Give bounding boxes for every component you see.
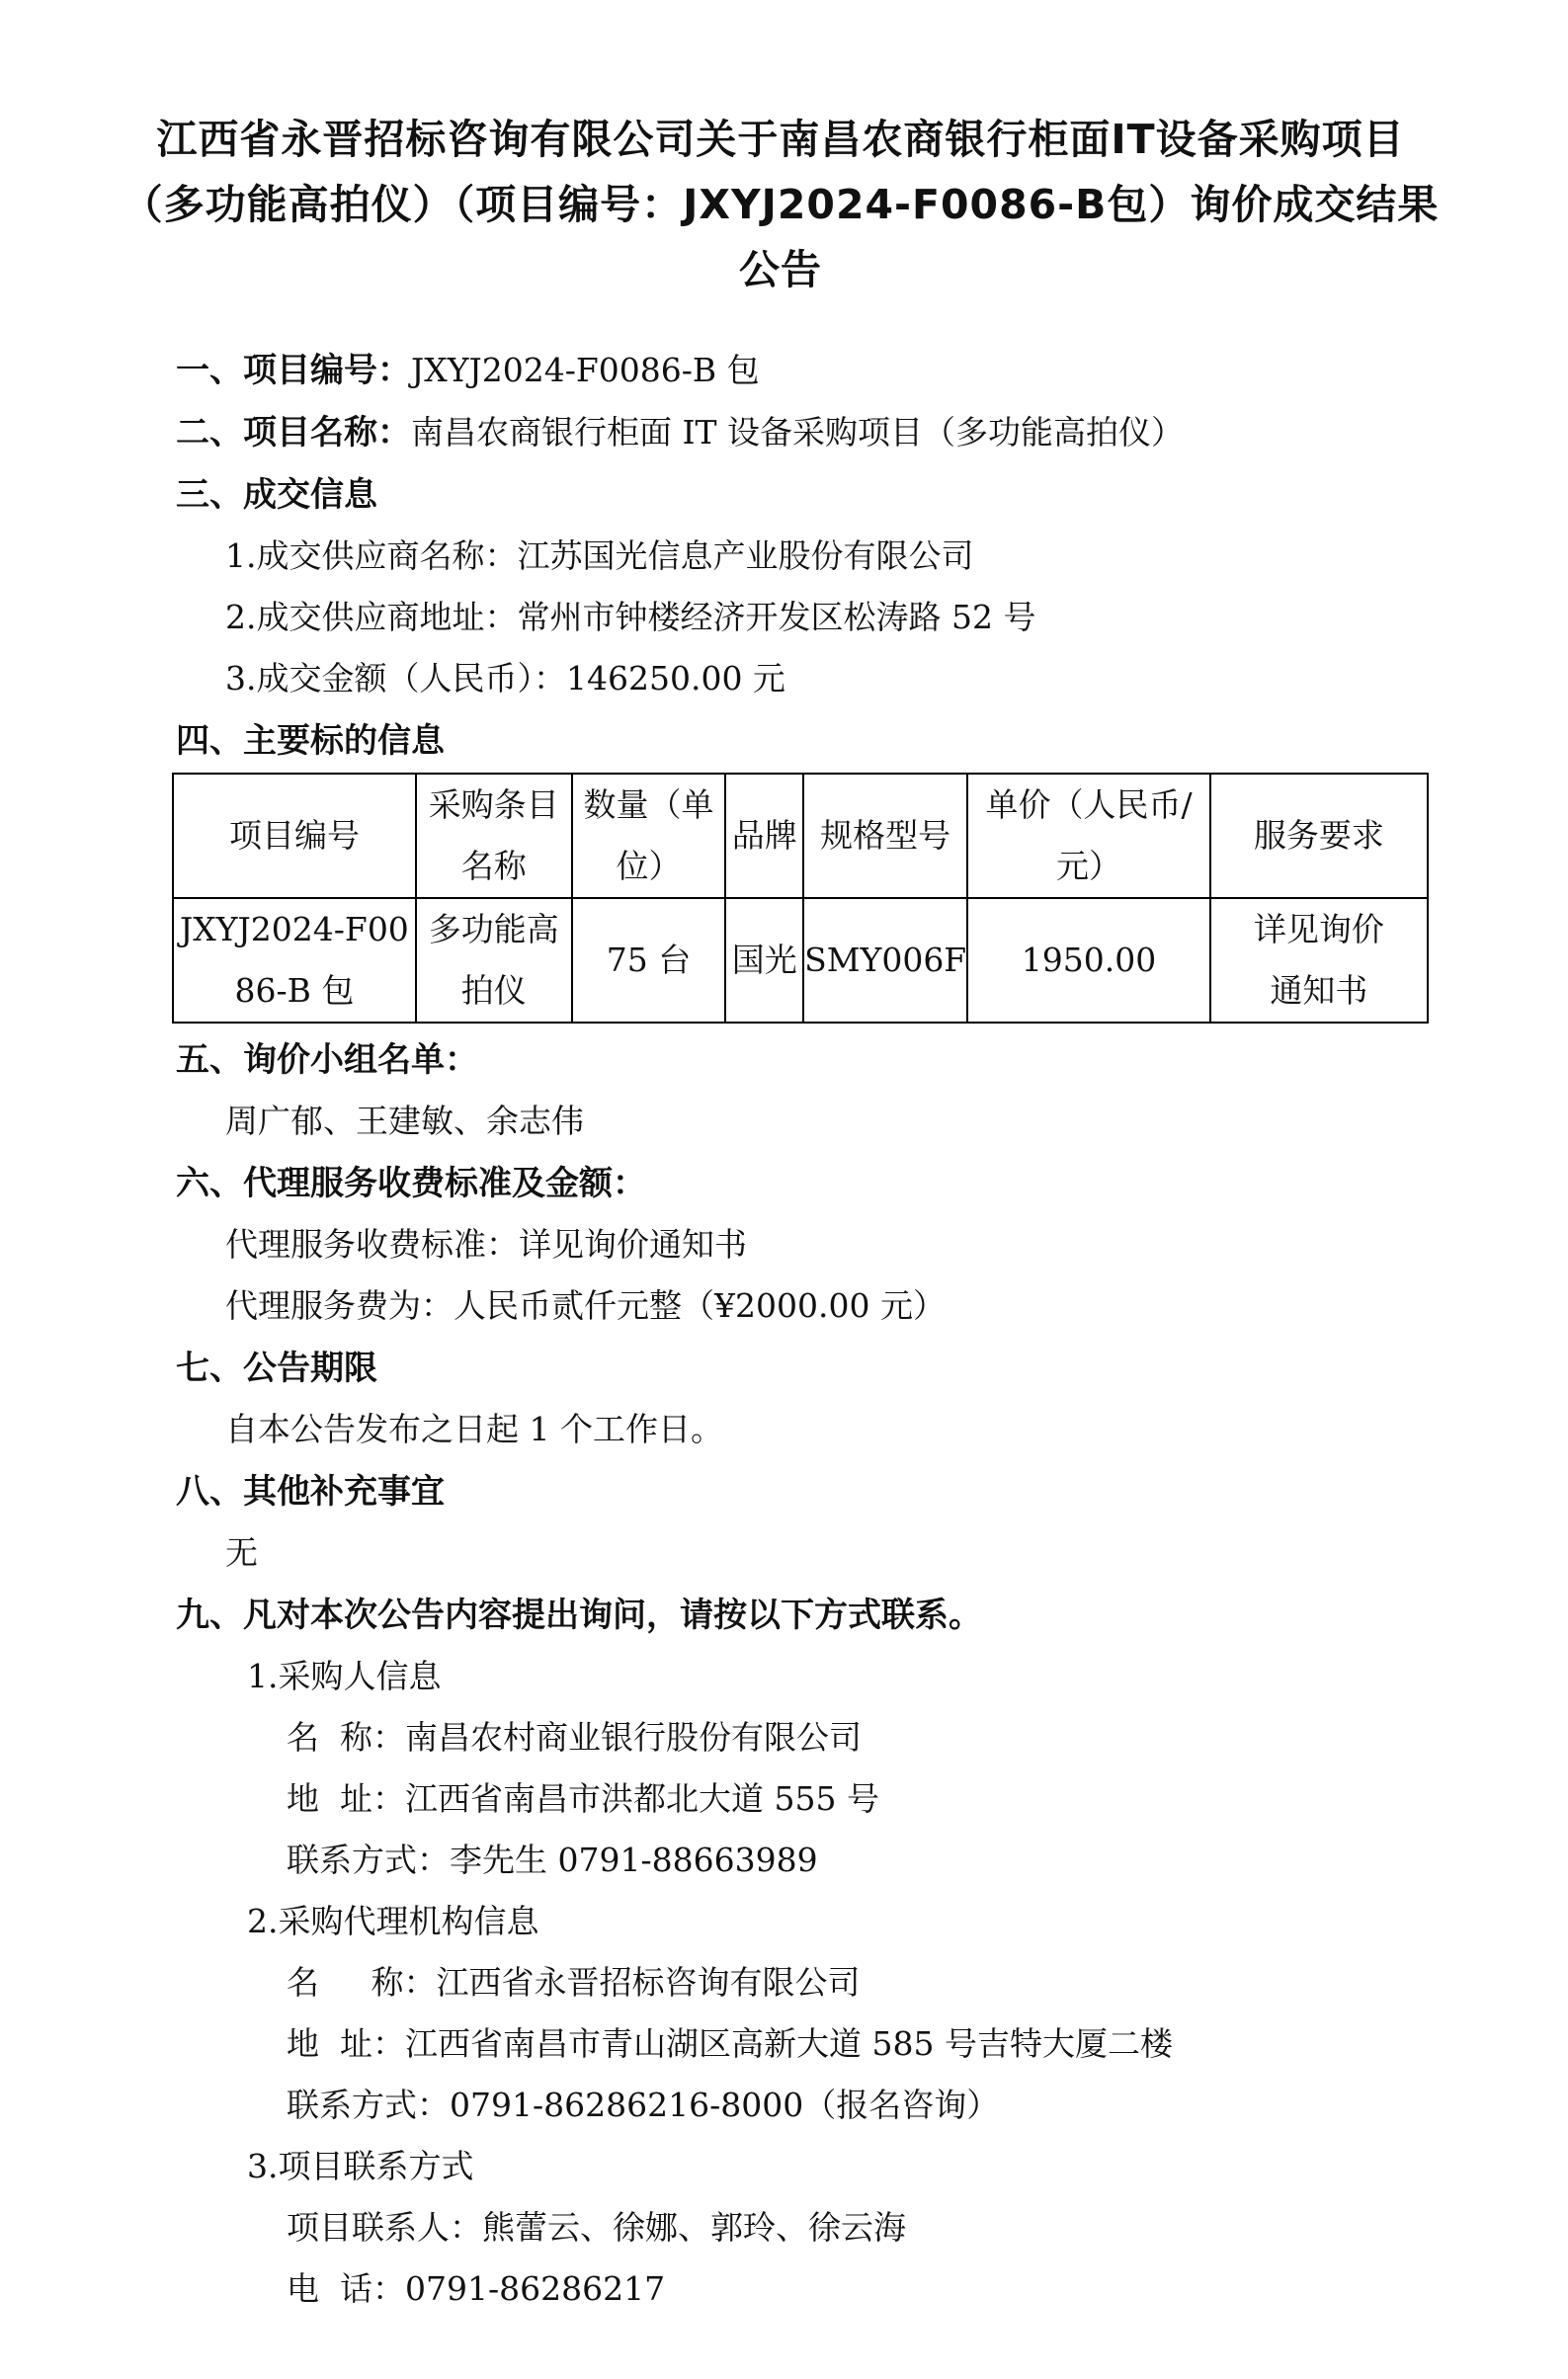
table-cell: 多功能高拍仪 <box>416 898 572 1023</box>
section-heading: 四、主要标的信息 <box>176 721 445 761</box>
table-cell: 1950.00 <box>967 898 1210 1023</box>
supplier-address: 2.成交供应商地址：常州市钟楼经济开发区松涛路 52 号 <box>225 598 1036 636</box>
table-cell: JXYJ2024-F0086-B 包 <box>173 898 416 1023</box>
table-cell: SMY006F <box>803 898 967 1023</box>
project-contact-label: 3.项目联系方式 <box>247 2147 474 2185</box>
table-header-row <box>173 774 1428 898</box>
project-number-value: JXYJ2024-F0086-B 包 <box>411 351 760 389</box>
table-header-cell: 采购条目名称 <box>416 774 572 898</box>
other-matters: 无 <box>225 1533 258 1572</box>
section-heading: 九、凡对本次公告内容提出询问，请按以下方式联系。 <box>176 1596 982 1635</box>
section-project-name <box>176 413 1184 452</box>
buyer-name: 名 称：南昌农村商业银行股份有限公司 <box>287 1718 862 1757</box>
items-table <box>172 773 1429 1024</box>
section-heading: 六、代理服务收费标准及金额： <box>176 1164 646 1203</box>
project-contact-people: 项目联系人：熊蕾云、徐娜、郭玲、徐云海 <box>287 2208 906 2247</box>
agency-info-label: 2.采购代理机构信息 <box>247 1902 539 1940</box>
project-name-value: 南昌农商银行柜面 IT 设备采购项目（多功能高拍仪） <box>411 413 1185 451</box>
table-header-cell: 单价（人民币/元） <box>967 774 1210 898</box>
project-contact-phone: 电 话：0791-86286217 <box>287 2269 666 2308</box>
notice-period: 自本公告发布之日起 1 个工作日。 <box>225 1410 723 1448</box>
agency-contact: 联系方式：0791-86286216-8000（报名咨询） <box>287 2086 1000 2124</box>
table-header-cell: 规格型号 <box>803 774 967 898</box>
section-heading: 七、公告期限 <box>176 1349 377 1388</box>
section-heading: 八、其他补充事宜 <box>176 1472 445 1512</box>
table-cell: 详见询价通知书 <box>1210 898 1428 1023</box>
panel-members: 周广郁、王建敏、余志伟 <box>225 1102 584 1140</box>
table-header-cell: 项目编号 <box>173 774 416 898</box>
table-cell: 75 台 <box>572 898 726 1023</box>
section-heading: 五、询价小组名单： <box>176 1040 478 1080</box>
section-heading: 一、项目编号： <box>176 351 411 390</box>
buyer-address: 地 址：江西省南昌市洪都北大道 555 号 <box>287 1779 879 1818</box>
table-header-cell: 品牌 <box>725 774 803 898</box>
table-cell: 国光 <box>725 898 803 1023</box>
page-title: 江西省永晋招标咨询有限公司关于南昌农商银行柜面IT设备采购项目（多功能高拍仪）（项目编号：JXYJ2024-F0086-B包）询价成交结果公告 <box>122 116 1440 293</box>
agency-name: 名 称：江西省永晋招标咨询有限公司 <box>287 1963 861 2002</box>
deal-amount: 3.成交金额（人民币）：146250.00 元 <box>225 659 785 697</box>
agency-address: 地 址：江西省南昌市青山湖区高新大道 585 号吉特大厦二楼 <box>287 2024 1173 2063</box>
table-header-cell: 数量（单位） <box>572 774 726 898</box>
supplier-name: 1.成交供应商名称：江苏国光信息产业股份有限公司 <box>225 536 974 575</box>
buyer-info-label: 1.采购人信息 <box>247 1657 442 1695</box>
buyer-contact: 联系方式：李先生 0791-88663989 <box>287 1841 818 1879</box>
section-heading: 三、成交信息 <box>176 475 377 515</box>
section-heading: 二、项目名称： <box>176 413 411 452</box>
table-header-cell: 服务要求 <box>1210 774 1428 898</box>
table-row <box>173 898 1428 1023</box>
fee-standard: 代理服务收费标准：详见询价通知书 <box>225 1225 747 1264</box>
section-project-number <box>176 351 760 390</box>
fee-amount: 代理服务费为：人民币贰仟元整（¥2000.00 元） <box>225 1286 946 1325</box>
